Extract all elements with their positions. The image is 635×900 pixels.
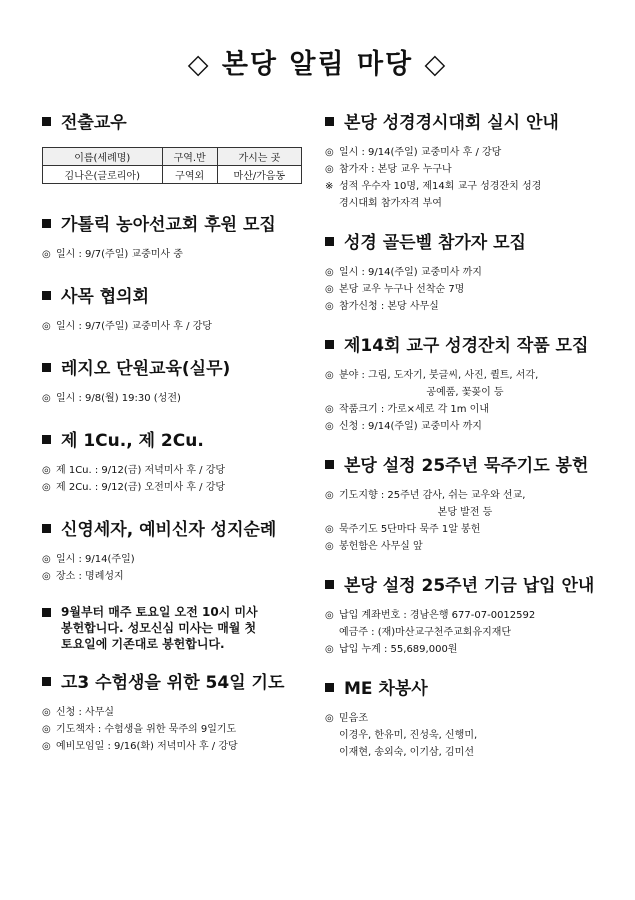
double-circle-icon: ◎: [42, 465, 51, 476]
list-item: ◎ 기도책자 : 수험생을 위한 묵주의 9일기도: [42, 721, 314, 738]
table-cell: 김나은(글로리아): [43, 166, 163, 184]
square-bullet-icon: [42, 219, 51, 228]
double-circle-icon: ◎: [325, 370, 334, 381]
square-bullet-icon: [325, 340, 334, 349]
double-circle-icon: ◎: [325, 644, 334, 655]
double-circle-icon: ◎: [325, 713, 334, 724]
square-bullet-icon: [42, 608, 51, 617]
list-item: ◎ 기도지향 : 25주년 감사, 쉬는 교우와 선교,: [325, 487, 605, 504]
table-header: 가시는 곳: [217, 148, 301, 166]
table-header: 이름(세례명): [43, 148, 163, 166]
page-title: ◇ 본당 알림 마당 ◇: [187, 49, 448, 80]
list-item: ◎ 일시 : 9/14(주일) 교중미사 까지: [325, 264, 605, 281]
section-heading: 레지오 단원교육(실무): [42, 354, 314, 379]
list-item: ◎ 묵주기도 5단마다 묵주 1알 봉헌: [325, 521, 605, 538]
table-header: 구역.반: [162, 148, 217, 166]
list-item: ◎ 일시 : 9/7(주일) 교중미사 중: [42, 246, 314, 263]
list-item: ◎ 본당 교우 누구나 선착순 7명: [325, 281, 605, 298]
list-item: ◎ 참가자 : 본당 교우 누구나: [325, 161, 605, 178]
double-circle-icon: ◎: [325, 490, 334, 501]
section-exam-prayer: [42, 668, 314, 755]
square-bullet-icon: [42, 677, 51, 686]
list-item: ※ 성적 우수자 10명, 제14회 교구 성경잔치 성경: [325, 178, 605, 195]
section-heading: 성경 골든벨 참가자 모집: [325, 228, 605, 253]
table-cell: 마산/가음동: [217, 166, 301, 184]
double-circle-icon: ◎: [325, 164, 334, 175]
list-item: ◎ 참가신청 : 본당 사무실: [325, 298, 605, 315]
section-heading: 고3 수험생을 위한 54일 기도: [42, 668, 314, 693]
list-item: ◎ 일시 : 9/14(주일) 교중미사 후 / 강당: [325, 144, 605, 161]
double-circle-icon: ◎: [42, 571, 51, 582]
double-circle-icon: ◎: [42, 741, 51, 752]
saturday-mass-notice: 9월부터 매주 토요일 오전 10시 미사 봉헌합니다. 성모신심 미사는 매월 첫 토요일에 기존대로 봉헌합니다.: [42, 604, 314, 652]
left-column: [42, 108, 314, 755]
section-farm-mission: [42, 210, 314, 263]
section-transfer: [42, 108, 314, 184]
double-circle-icon: ◎: [42, 482, 51, 493]
double-circle-icon: ◎: [42, 554, 51, 565]
square-bullet-icon: [325, 117, 334, 126]
double-circle-icon: ◎: [325, 147, 334, 158]
double-circle-icon: ◎: [325, 541, 334, 552]
double-circle-icon: ◎: [42, 393, 51, 404]
list-item: ◎ 납입 계좌번호 : 경남은행 677-07-0012592: [325, 607, 605, 624]
section-rosary: 본당 설정 25주년 묵주기도 봉헌 ◎ 기도지향 : 25주년 감사, 쉬는 교우와 선교, 본당 발전 등 ◎ 묵주기도 5단마다 묵주 1알 봉헌 ◎ 봉헌함은 사무실 앞: [325, 451, 605, 555]
square-bullet-icon: [325, 237, 334, 246]
double-circle-icon: ◎: [42, 321, 51, 332]
double-circle-icon: ◎: [325, 524, 334, 535]
section-cu: [42, 426, 314, 496]
square-bullet-icon: [42, 291, 51, 300]
table-cell: 구역외: [162, 166, 217, 184]
double-circle-icon: ◎: [325, 421, 334, 432]
list-item: ◎ 작품크기 : 가로×세로 각 1m 이내: [325, 401, 605, 418]
section-heading: 제 1Cu., 제 2Cu.: [42, 426, 314, 451]
section-heading: 제14회 교구 성경잔치 작품 모집: [325, 331, 605, 356]
double-circle-icon: ◎: [325, 404, 334, 415]
double-circle-icon: ◎: [42, 249, 51, 260]
section-bible-festival: 제14회 교구 성경잔치 작품 모집 ◎ 분야 : 그림, 도자기, 붓글씨, 사진, 퀼트, 서각, 공예품, 꽃꽂이 등 ◎ 작품크기 : 가로×세로 각 1m 이내 ◎ 신청 : 9/14(주일) 교중미사 까지: [325, 331, 605, 435]
double-circle-icon: ◎: [42, 707, 51, 718]
transfer-table: [42, 147, 302, 184]
list-item: ◎ 일시 : 9/14(주일): [42, 551, 314, 568]
double-circle-icon: ◎: [325, 284, 334, 295]
section-heading: 전출교우: [42, 108, 314, 133]
list-item: ◎ 신청 : 사무실: [42, 704, 314, 721]
square-bullet-icon: [325, 580, 334, 589]
double-circle-icon: ◎: [325, 610, 334, 621]
table-row: [43, 166, 302, 184]
list-item: ◎ 믿음조: [325, 710, 605, 727]
section-bible-contest: 본당 성경경시대회 실시 안내 ◎ 일시 : 9/14(주일) 교중미사 후 / 강당 ◎ 참가자 : 본당 교우 누구나 ※ 성적 우수자 10명, 제14회 교구 성경잔치 성경 경시대회 참가자격 부여: [325, 108, 605, 212]
square-bullet-icon: [325, 683, 334, 692]
double-circle-icon: ◎: [325, 301, 334, 312]
square-bullet-icon: [325, 460, 334, 469]
section-legio: [42, 354, 314, 407]
section-heading: 사목 협의회: [42, 282, 314, 307]
section-heading: 본당 성경경시대회 실시 안내: [325, 108, 605, 133]
right-column: [325, 108, 605, 761]
section-heading: 본당 설정 25주년 기금 납입 안내: [325, 571, 605, 596]
list-item: ◎ 제 1Cu. : 9/12(금) 저녁미사 후 / 강당: [42, 462, 314, 479]
section-heading: ME 차봉사: [325, 674, 605, 699]
section-heading: 본당 설정 25주년 묵주기도 봉헌: [325, 451, 605, 476]
section-pastoral: [42, 282, 314, 335]
section-heading: 신영세자, 예비신자 성지순례: [42, 515, 314, 540]
list-item: ◎ 신청 : 9/14(주일) 교중미사 까지: [325, 418, 605, 435]
list-item: ◎ 제 2Cu. : 9/12(금) 오전미사 후 / 강당: [42, 479, 314, 496]
list-item: ◎ 장소 : 명례성지: [42, 568, 314, 585]
square-bullet-icon: [42, 435, 51, 444]
square-bullet-icon: [42, 363, 51, 372]
reference-mark-icon: ※: [325, 181, 334, 192]
list-item: ◎ 납입 누계 : 55,689,000원: [325, 641, 605, 658]
section-golden-bell: [325, 228, 605, 315]
list-item: ◎ 예비모임일 : 9/16(화) 저녁미사 후 / 강당: [42, 738, 314, 755]
section-pilgrimage: [42, 515, 314, 585]
double-circle-icon: ◎: [325, 267, 334, 278]
square-bullet-icon: [42, 117, 51, 126]
section-me-service: ME 차봉사 ◎ 믿음조 이경우, 한유미, 진성욱, 신행미, 이재현, 송외숙, 이기삼, 김미선: [325, 674, 605, 761]
square-bullet-icon: [42, 524, 51, 533]
list-item: ◎ 분야 : 그림, 도자기, 붓글씨, 사진, 퀼트, 서각,: [325, 367, 605, 384]
list-item: ◎ 일시 : 9/8(월) 19:30 (성전): [42, 390, 314, 407]
section-fund: 본당 설정 25주년 기금 납입 안내 ◎ 납입 계좌번호 : 경남은행 677-07-0012592 예금주 : (재)마산교구천주교회유지재단 ◎ 납입 누계 : 55,689,000원: [325, 571, 605, 658]
list-item: ◎ 일시 : 9/7(주일) 교중미사 후 / 강당: [42, 318, 314, 335]
list-item: ◎ 봉헌함은 사무실 앞: [325, 538, 605, 555]
double-circle-icon: ◎: [42, 724, 51, 735]
table-header-row: [43, 148, 302, 166]
section-heading: 가톨릭 농아선교회 후원 모집: [42, 210, 314, 235]
